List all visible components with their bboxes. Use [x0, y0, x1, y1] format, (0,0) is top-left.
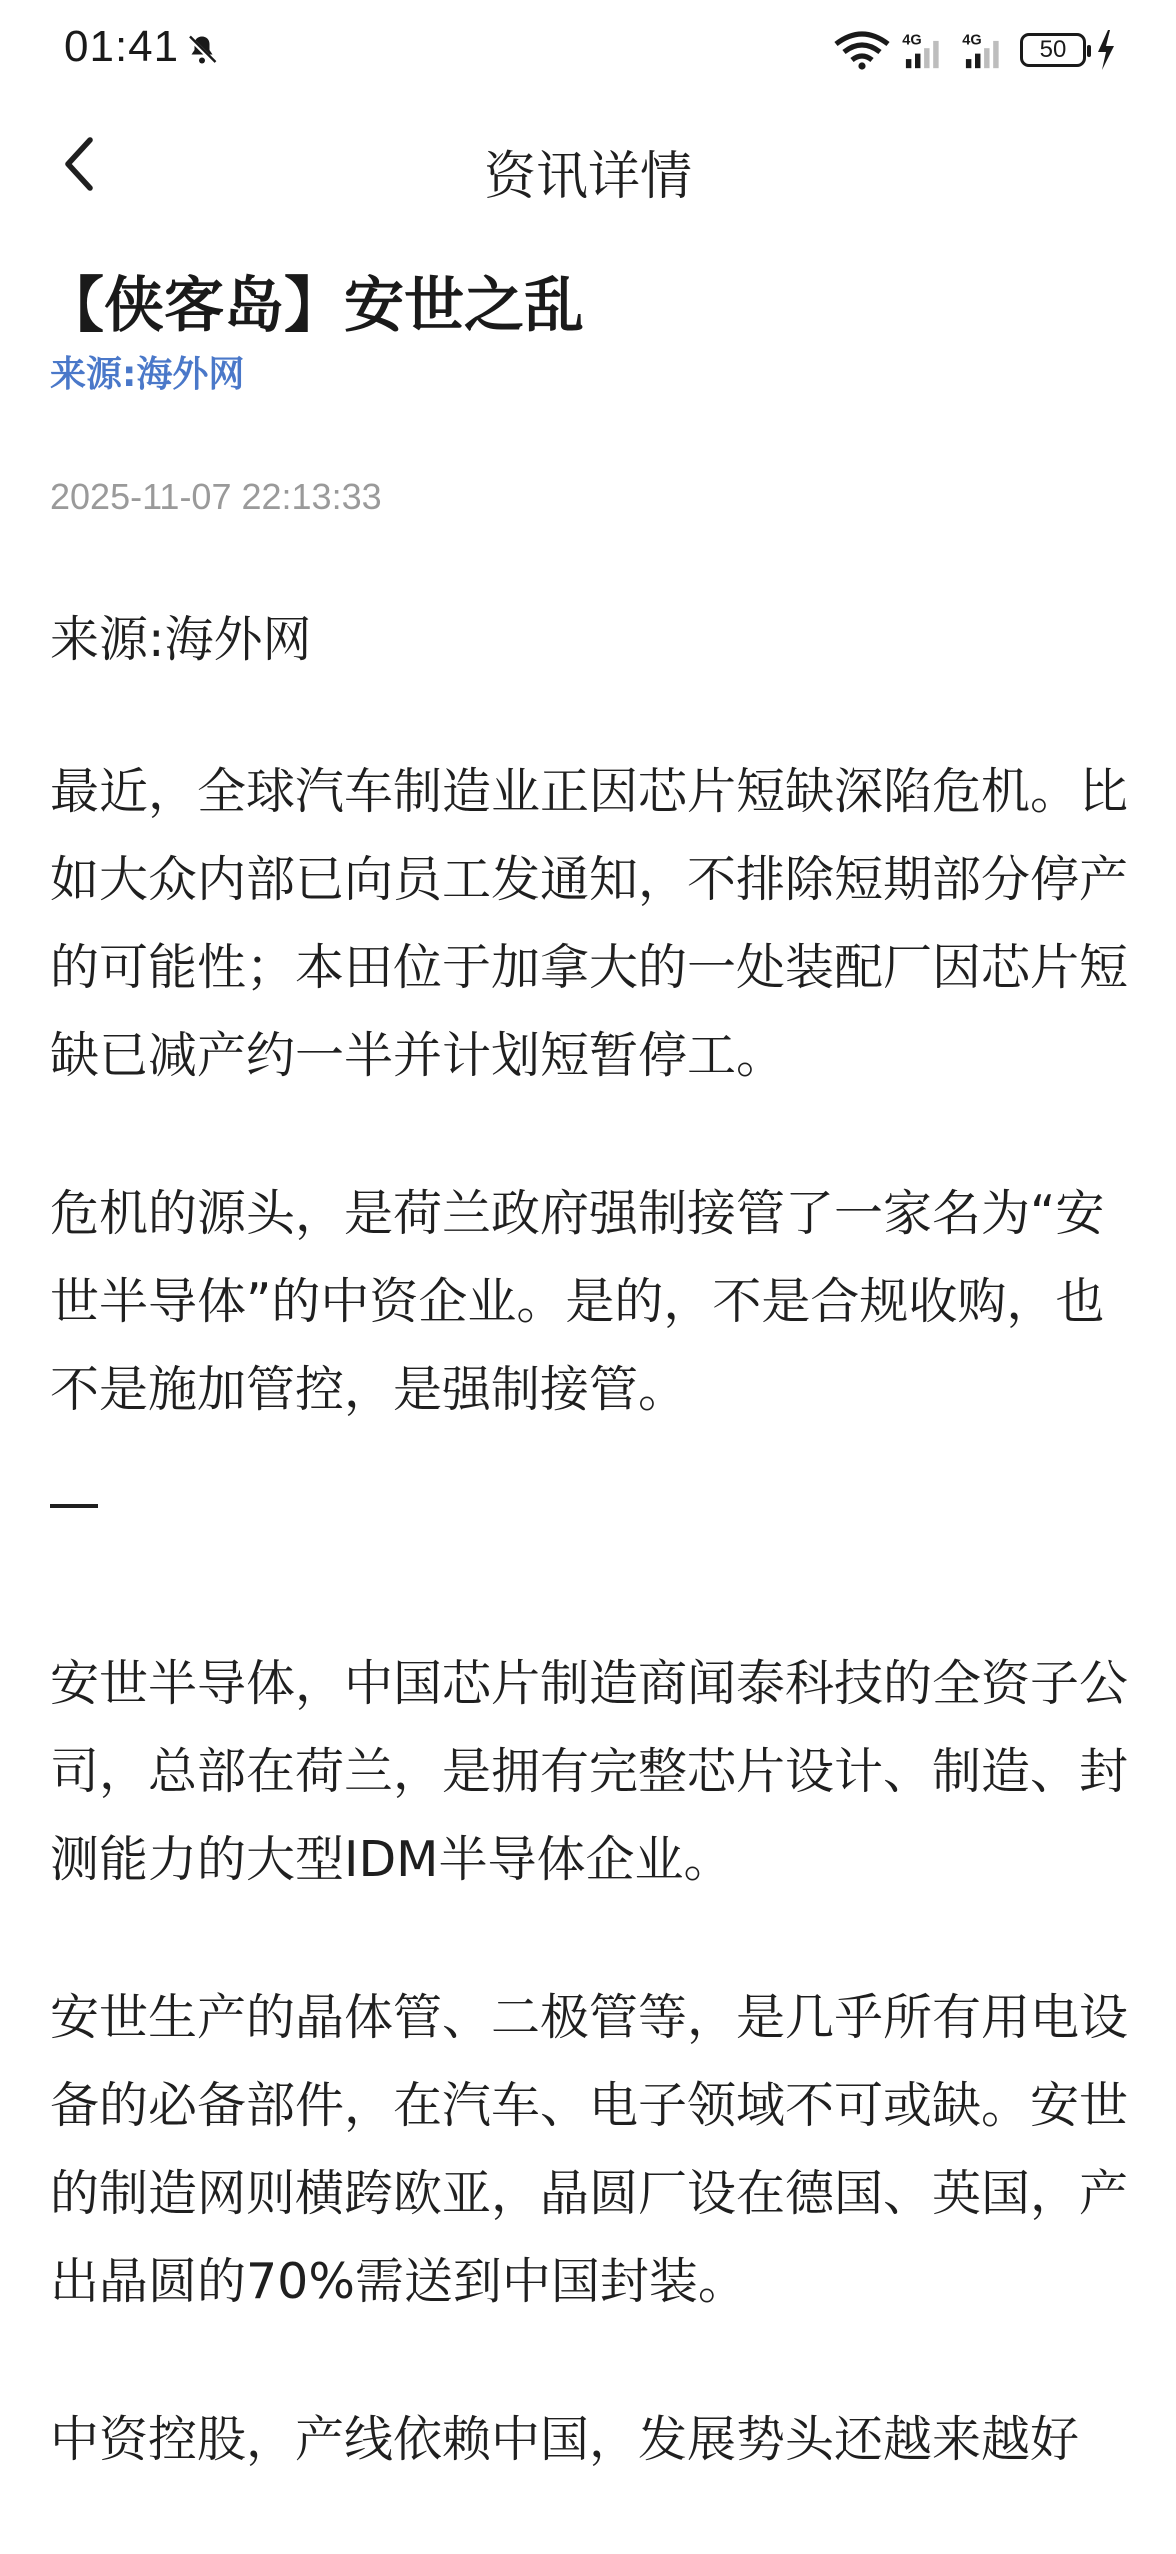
status-icons [834, 24, 1116, 76]
paragraph: 中资控股，产线依赖中国，发展势头还越来越好 [50, 2411, 1080, 2468]
article-source[interactable]: 来源:海外网 [50, 354, 245, 395]
page-title: 资讯详情 [483, 147, 692, 207]
signal-4g-icon [960, 30, 1010, 70]
charging-icon [1096, 30, 1116, 70]
battery-icon [1020, 33, 1086, 67]
article-body [50, 596, 1130, 2554]
network-label-2: 4G [962, 32, 982, 49]
status-time: 01:41 [64, 22, 180, 71]
paragraph: 安世生产的晶体管、二极管等，是几乎所有用电设备的必备部件，在汽车、电子领域不可或缺。安世的制造网则横跨欧亚，晶圆厂设在德国、英国，产出晶圆的70%需送到中国封装。 [50, 1989, 1129, 2310]
paragraph: 最近，全球汽车制造业正因芯片短缺深陷危机。比如大众内部已向员工发通知，不排除短期部分停产的可能性；本田位于加拿大的一处装配厂因芯片短缺已减产约一半并计划短暂停工。 [50, 763, 1129, 1084]
article [44, 260, 1130, 2468]
paragraph: 危机的源头，是荷兰政府强制接管了一家名为“安世半导体”的中资企业。是的，不是合规收购，也不是施加管控，是强制接管。 [50, 1185, 1105, 1418]
battery-level: 50 [1039, 36, 1067, 63]
mute-bell-icon [184, 32, 220, 68]
status-bar [0, 0, 1176, 100]
wifi-icon [834, 30, 890, 70]
section-mark [50, 1504, 98, 1508]
network-label-1: 4G [902, 32, 922, 49]
signal-4g-icon [900, 30, 950, 70]
paragraph-source: 来源:海外网 [50, 611, 312, 668]
article-date: 2025-11-07 22:13:33 [50, 476, 382, 517]
nav-bar [0, 110, 1176, 220]
paragraph: 安世半导体，中国芯片制造商闻泰科技的全资子公司，总部在荷兰，是拥有完整芯片设计、制造、封测能力的大型IDM半导体企业。 [50, 1655, 1129, 1888]
article-title: 【侠客岛】安世之乱 [44, 271, 584, 341]
